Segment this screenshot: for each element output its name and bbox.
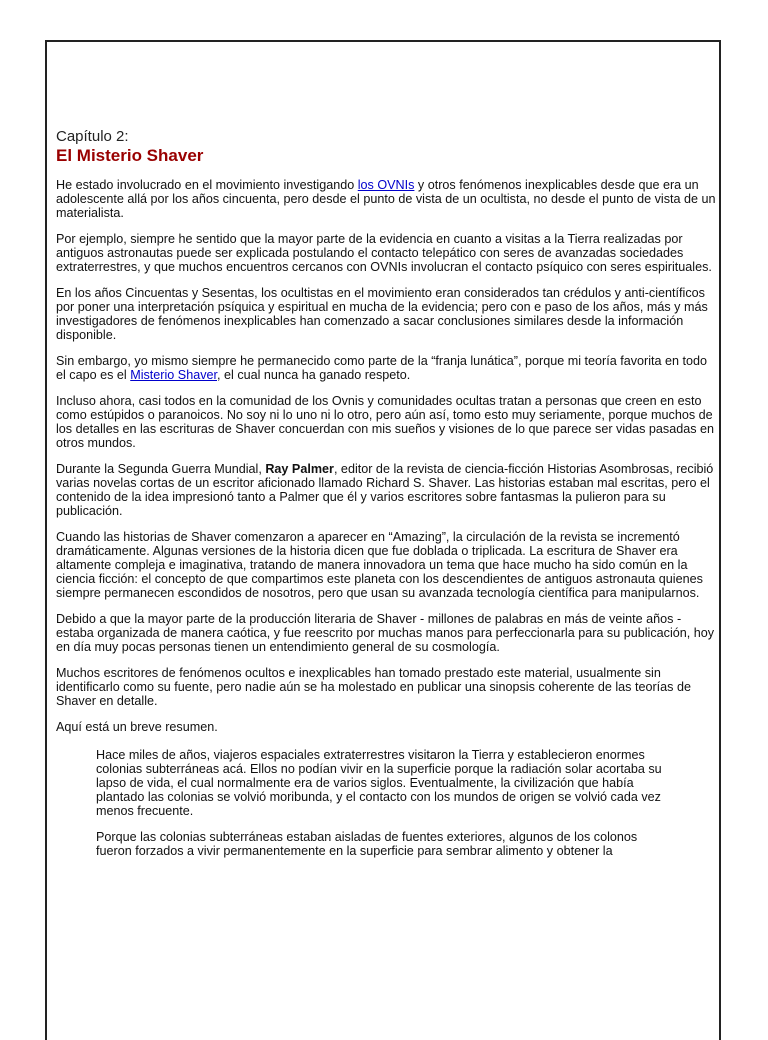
- block-quote: [96, 748, 676, 858]
- paragraph-10: Aquí está un breve resumen.: [56, 720, 218, 734]
- paragraph-text: , editor de la revista de ciencia-ficción Historias Asombrosas, recibió varias novelas cortas de un escritor aficionado llamado Richard S. Shaver. Las historias estaban mal escritas, pero el contenido de la idea impresionó tanto a Palmer que él y varios escritores sobre fantasmas la pulieron para su publicación.: [56, 462, 714, 518]
- quote-paragraph-2: Porque las colonias subterráneas estaban aisladas de fuentes exteriores, algunos de los colonos fueron forzados a vivir permanentemente en la superficie para sembrar alimento y obtener la: [96, 830, 638, 858]
- quote-paragraph-1: Hace miles de años, viajeros espaciales extraterrestres visitaron la Tierra y establecieron enormes colonias subterráneas acá. Ellos no podían vivir en la superficie porque la radiación solar acortaba su lapso de vida, el cual normalmente era de varios siglos. Eventualmente, la civilización que había plantado las colonias se volvió moribunda, y el contacto con los mundos de origen se volvió cada vez menos frecuente.: [96, 748, 662, 818]
- paragraph-text: Sin embargo, yo mismo siempre he permanecido como parte de la “franja lunática”, porque mi teoría favorita en todo el capo es el: [56, 354, 708, 382]
- paragraph-text: , el cual nunca ha ganado respeto.: [217, 368, 411, 382]
- paragraph-9: Muchos escritores de fenómenos ocultos e inexplicables han tomado prestado este material, usualmente sin identificarlo como su fuente, pero nadie aún se ha molestado en publicar una sinopsis coherente de las teorías de Shaver en detalle.: [56, 666, 691, 708]
- chapter-label: Capítulo 2:: [56, 128, 129, 145]
- paragraph-1: [56, 178, 716, 220]
- bold-name-ray-palmer: Ray Palmer: [265, 462, 334, 476]
- link-misterio-shaver[interactable]: Misterio Shaver: [130, 368, 218, 382]
- page-frame: [45, 40, 721, 1040]
- link-ovnis[interactable]: los OVNIs: [357, 178, 415, 192]
- paragraph-8: Debido a que la mayor parte de la producción literaria de Shaver - millones de palabras en más de veinte años - estaba organizada de manera caótica, y fue reescrito por muchas manos para perfeccionarla para su publicación, hoy en día muy pocas personas tienen un entendimiento general de su cosmología.: [56, 612, 715, 654]
- document-body: [56, 128, 716, 870]
- paragraph-3: En los años Cincuentas y Sesentas, los ocultistas en el movimiento eran considerados tan crédulos y anti-científicos por poner una interpretación psíquica y espiritual en mucha de la evidencia; pero con e paso de los años, más y más investigadores de fenómenos inexplicables han comenzado a sacar conclusiones similares desde la información disponible.: [56, 286, 708, 342]
- paragraph-6: [56, 462, 716, 518]
- paragraph-7: Cuando las historias de Shaver comenzaron a aparecer en “Amazing”, la circulación de la revista se incrementó dramáticamente. Algunas versiones de la historia dicen que fue doblada o triplicada. La escritura de Shaver era altamente compleja e imaginativa, tratando de manera innovadora un tema que hace mucho ha sido común en la ciencia ficción: el concepto de que compartimos este planeta con los descendientes de antiguos astronauta quienes siempre permanecen escondidos de nosotros, pero que usan su avanzada tecnología científica para manipularnos.: [56, 530, 703, 600]
- paragraph-5: Incluso ahora, casi todos en la comunidad de los Ovnis y comunidades ocultas tratan a personas que creen en esto como estúpidos o paranoicos. No soy ni lo uno ni lo otro, pero aún así, tomo esto muy seriamente, porque muchos de los detalles en las escrituras de Shaver concuerdan con mis sueños y visiones de lo que parece ser vidas pasadas en otros mundos.: [56, 394, 715, 450]
- chapter-title: El Misterio Shaver: [56, 146, 204, 165]
- paragraph-2: Por ejemplo, siempre he sentido que la mayor parte de la evidencia en cuanto a visitas a la Tierra realizadas por antiguos astronautas puede ser explicada postulando el contacto telepático con seres de avanzadas sociedades extraterrestres, y que muchos encuentros cercanos con OVNIs involucran el contacto psíquico con seres espirituales.: [56, 232, 712, 274]
- paragraph-text: He estado involucrado en el movimiento investigando: [56, 178, 358, 192]
- paragraph-text: y otros fenómenos inexplicables desde que era un adolescente allá por los años cincuenta, pero desde el punto de vista de un ocultista, no desde el punto de vista de un materialista.: [56, 178, 716, 220]
- paragraph-text: Durante la Segunda Guerra Mundial,: [56, 462, 266, 476]
- paragraph-4: [56, 354, 716, 382]
